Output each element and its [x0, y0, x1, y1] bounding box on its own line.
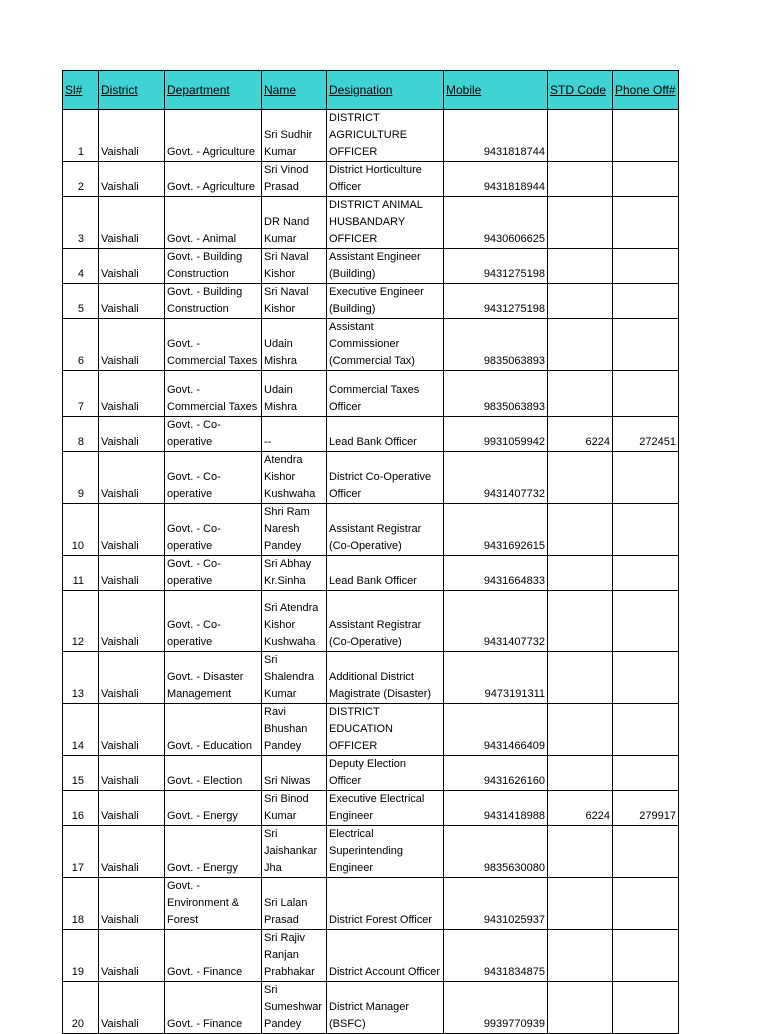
- cell-phone-off: [613, 197, 679, 249]
- contacts-table: [62, 70, 679, 1034]
- cell-name: Sri Abhay Kr.Sinha: [262, 556, 327, 591]
- cell-mobile: 9431025937: [444, 878, 548, 930]
- table-row: [63, 452, 679, 504]
- cell-mobile: 9431664833: [444, 556, 548, 591]
- cell-std-code: [548, 249, 613, 284]
- cell-sl: 1: [63, 110, 99, 162]
- cell-name: Atendra Kishor Kushwaha: [262, 452, 327, 504]
- cell-mobile: 9431818944: [444, 162, 548, 197]
- cell-department: Govt. - Disaster Management: [165, 652, 262, 704]
- cell-department: Govt. - Finance: [165, 982, 262, 1034]
- cell-sl: 7: [63, 371, 99, 417]
- cell-std-code: [548, 826, 613, 878]
- cell-phone-off: [613, 826, 679, 878]
- cell-department: Govt. - Animal: [165, 197, 262, 249]
- cell-name: Sri Sudhir Kumar: [262, 110, 327, 162]
- cell-designation: Assistant Engineer (Building): [327, 249, 444, 284]
- cell-std-code: [548, 982, 613, 1034]
- cell-sl: 8: [63, 417, 99, 452]
- cell-std-code: [548, 878, 613, 930]
- header-department: Department: [165, 71, 262, 110]
- cell-district: Vaishali: [99, 197, 165, 249]
- cell-std-code: [548, 197, 613, 249]
- cell-sl: 5: [63, 284, 99, 319]
- cell-district: Vaishali: [99, 249, 165, 284]
- table-row: [63, 982, 679, 1034]
- table-row: [63, 504, 679, 556]
- table-row: [63, 826, 679, 878]
- cell-mobile: 9939770939: [444, 982, 548, 1034]
- cell-phone-off: [613, 110, 679, 162]
- table-row: [63, 704, 679, 756]
- cell-mobile: 9431818744: [444, 110, 548, 162]
- cell-department: Govt. - Building Construction: [165, 249, 262, 284]
- cell-std-code: [548, 504, 613, 556]
- header-row: [63, 71, 679, 110]
- cell-designation: Executive Engineer (Building): [327, 284, 444, 319]
- cell-std-code: [548, 704, 613, 756]
- cell-name: Sri Naval Kishor: [262, 284, 327, 319]
- cell-mobile: 9835063893: [444, 319, 548, 371]
- cell-phone-off: [613, 452, 679, 504]
- cell-std-code: [548, 591, 613, 652]
- cell-std-code: [548, 319, 613, 371]
- cell-department: Govt. - Election: [165, 756, 262, 791]
- cell-phone-off: [613, 982, 679, 1034]
- cell-department: Govt. - Co-operative: [165, 417, 262, 452]
- cell-district: Vaishali: [99, 756, 165, 791]
- cell-designation: DISTRICT AGRICULTURE OFFICER: [327, 110, 444, 162]
- cell-department: Govt. - Finance: [165, 930, 262, 982]
- cell-district: Vaishali: [99, 591, 165, 652]
- cell-designation: Lead Bank Officer: [327, 417, 444, 452]
- cell-std-code: [548, 162, 613, 197]
- cell-mobile: 9431275198: [444, 284, 548, 319]
- cell-sl: 14: [63, 704, 99, 756]
- cell-name: Sri Vinod Prasad: [262, 162, 327, 197]
- cell-name: Sri Jaishankar Jha: [262, 826, 327, 878]
- table-row: [63, 417, 679, 452]
- cell-sl: 9: [63, 452, 99, 504]
- cell-designation: DISTRICT EDUCATION OFFICER: [327, 704, 444, 756]
- cell-std-code: [548, 110, 613, 162]
- cell-phone-off: [613, 756, 679, 791]
- cell-designation: Assistant Commissioner (Commercial Tax): [327, 319, 444, 371]
- cell-sl: 18: [63, 878, 99, 930]
- cell-designation: DISTRICT ANIMAL HUSBANDARY OFFICER: [327, 197, 444, 249]
- cell-sl: 15: [63, 756, 99, 791]
- cell-sl: 3: [63, 197, 99, 249]
- cell-district: Vaishali: [99, 930, 165, 982]
- cell-phone-off: [613, 930, 679, 982]
- cell-designation: Additional District Magistrate (Disaster): [327, 652, 444, 704]
- cell-name: Udain Mishra: [262, 371, 327, 417]
- cell-phone-off: [613, 249, 679, 284]
- cell-std-code: 6224: [548, 791, 613, 826]
- cell-designation: Assistant Registrar (Co-Operative): [327, 504, 444, 556]
- table-row: [63, 556, 679, 591]
- cell-sl: 16: [63, 791, 99, 826]
- cell-district: Vaishali: [99, 319, 165, 371]
- cell-designation: Commercial Taxes Officer: [327, 371, 444, 417]
- cell-department: Govt. - Education: [165, 704, 262, 756]
- cell-mobile: 9431692615: [444, 504, 548, 556]
- cell-mobile: 9473191311: [444, 652, 548, 704]
- cell-designation: Deputy Election Officer: [327, 756, 444, 791]
- table-row: [63, 930, 679, 982]
- cell-designation: Assistant Registrar (Co-Operative): [327, 591, 444, 652]
- cell-district: Vaishali: [99, 704, 165, 756]
- cell-district: Vaishali: [99, 371, 165, 417]
- cell-department: Govt. - Agriculture: [165, 162, 262, 197]
- table-row: [63, 371, 679, 417]
- cell-mobile: 9431626160: [444, 756, 548, 791]
- cell-phone-off: [613, 162, 679, 197]
- header-district: District: [99, 71, 165, 110]
- cell-sl: 17: [63, 826, 99, 878]
- cell-department: Govt. - Co-operative: [165, 452, 262, 504]
- cell-designation: Electrical Superintending Engineer: [327, 826, 444, 878]
- cell-phone-off: [613, 319, 679, 371]
- table-row: [63, 319, 679, 371]
- table-row: [63, 591, 679, 652]
- cell-std-code: 6224: [548, 417, 613, 452]
- cell-mobile: 9431407732: [444, 591, 548, 652]
- cell-mobile: 9431834875: [444, 930, 548, 982]
- table-row: [63, 652, 679, 704]
- header-sl: Sl#: [63, 71, 99, 110]
- cell-mobile: 9931059942: [444, 417, 548, 452]
- cell-designation: District Co-Operative Officer: [327, 452, 444, 504]
- header-phone-off: Phone Off#: [613, 71, 679, 110]
- cell-designation: District Account Officer: [327, 930, 444, 982]
- cell-sl: 2: [63, 162, 99, 197]
- cell-district: Vaishali: [99, 284, 165, 319]
- cell-std-code: [548, 556, 613, 591]
- cell-department: Govt. - Energy: [165, 791, 262, 826]
- cell-std-code: [548, 371, 613, 417]
- header-mobile: Mobile: [444, 71, 548, 110]
- cell-department: Govt. - Co-operative: [165, 556, 262, 591]
- cell-name: Sri Binod Kumar: [262, 791, 327, 826]
- cell-name: Sri Shalendra Kumar: [262, 652, 327, 704]
- cell-designation: District Manager (BSFC): [327, 982, 444, 1034]
- cell-mobile: 9431418988: [444, 791, 548, 826]
- cell-department: Govt. - Agriculture: [165, 110, 262, 162]
- cell-district: Vaishali: [99, 417, 165, 452]
- table-row: [63, 110, 679, 162]
- cell-sl: 10: [63, 504, 99, 556]
- cell-std-code: [548, 284, 613, 319]
- cell-sl: 4: [63, 249, 99, 284]
- cell-mobile: 9431275198: [444, 249, 548, 284]
- cell-department: Govt. - Co-operative: [165, 591, 262, 652]
- header-std-code: STD Code: [548, 71, 613, 110]
- table-row: [63, 197, 679, 249]
- cell-designation: District Forest Officer: [327, 878, 444, 930]
- cell-district: Vaishali: [99, 652, 165, 704]
- cell-district: Vaishali: [99, 982, 165, 1034]
- cell-mobile: 9835630080: [444, 826, 548, 878]
- cell-mobile: 9431407732: [444, 452, 548, 504]
- table-row: [63, 878, 679, 930]
- cell-std-code: [548, 930, 613, 982]
- cell-sl: 11: [63, 556, 99, 591]
- cell-district: Vaishali: [99, 878, 165, 930]
- cell-name: Sri Naval Kishor: [262, 249, 327, 284]
- table-row: [63, 249, 679, 284]
- cell-sl: 19: [63, 930, 99, 982]
- cell-district: Vaishali: [99, 791, 165, 826]
- cell-phone-off: [613, 704, 679, 756]
- cell-sl: 20: [63, 982, 99, 1034]
- cell-department: Govt. - Co-operative: [165, 504, 262, 556]
- cell-name: Ravi Bhushan Pandey: [262, 704, 327, 756]
- cell-std-code: [548, 652, 613, 704]
- cell-department: Govt. - Commercial Taxes: [165, 319, 262, 371]
- cell-sl: 13: [63, 652, 99, 704]
- cell-mobile: 9431466409: [444, 704, 548, 756]
- cell-name: Sri Niwas: [262, 756, 327, 791]
- cell-department: Govt. - Environment & Forest: [165, 878, 262, 930]
- cell-designation: Lead Bank Officer: [327, 556, 444, 591]
- cell-std-code: [548, 756, 613, 791]
- cell-phone-off: [613, 284, 679, 319]
- cell-designation: Executive Electrical Engineer: [327, 791, 444, 826]
- cell-phone-off: [613, 504, 679, 556]
- header-name: Name: [262, 71, 327, 110]
- cell-department: Govt. - Energy: [165, 826, 262, 878]
- cell-phone-off: 272451: [613, 417, 679, 452]
- cell-std-code: [548, 452, 613, 504]
- cell-district: Vaishali: [99, 504, 165, 556]
- cell-phone-off: [613, 591, 679, 652]
- cell-name: Sri Rajiv Ranjan Prabhakar: [262, 930, 327, 982]
- table-row: [63, 756, 679, 791]
- table-body: [63, 110, 679, 1034]
- cell-name: Sri Sumeshwar Pandey: [262, 982, 327, 1034]
- cell-mobile: 9430606625: [444, 197, 548, 249]
- cell-sl: 6: [63, 319, 99, 371]
- cell-district: Vaishali: [99, 826, 165, 878]
- cell-phone-off: 279917: [613, 791, 679, 826]
- cell-phone-off: [613, 878, 679, 930]
- cell-name: DR Nand Kumar: [262, 197, 327, 249]
- header-designation: Designation: [327, 71, 444, 110]
- table-row: [63, 284, 679, 319]
- cell-department: Govt. - Building Construction: [165, 284, 262, 319]
- cell-phone-off: [613, 556, 679, 591]
- cell-district: Vaishali: [99, 110, 165, 162]
- cell-name: --: [262, 417, 327, 452]
- cell-name: Udain Mishra: [262, 319, 327, 371]
- cell-mobile: 9835063893: [444, 371, 548, 417]
- cell-name: Shri Ram Naresh Pandey: [262, 504, 327, 556]
- cell-district: Vaishali: [99, 162, 165, 197]
- cell-district: Vaishali: [99, 452, 165, 504]
- table-row: [63, 791, 679, 826]
- cell-district: Vaishali: [99, 556, 165, 591]
- cell-designation: District Horticulture Officer: [327, 162, 444, 197]
- cell-department: Govt. - Commercial Taxes: [165, 371, 262, 417]
- cell-phone-off: [613, 652, 679, 704]
- cell-name: Sri Atendra Kishor Kushwaha: [262, 591, 327, 652]
- table-row: [63, 162, 679, 197]
- cell-name: Sri Lalan Prasad: [262, 878, 327, 930]
- cell-phone-off: [613, 371, 679, 417]
- cell-sl: 12: [63, 591, 99, 652]
